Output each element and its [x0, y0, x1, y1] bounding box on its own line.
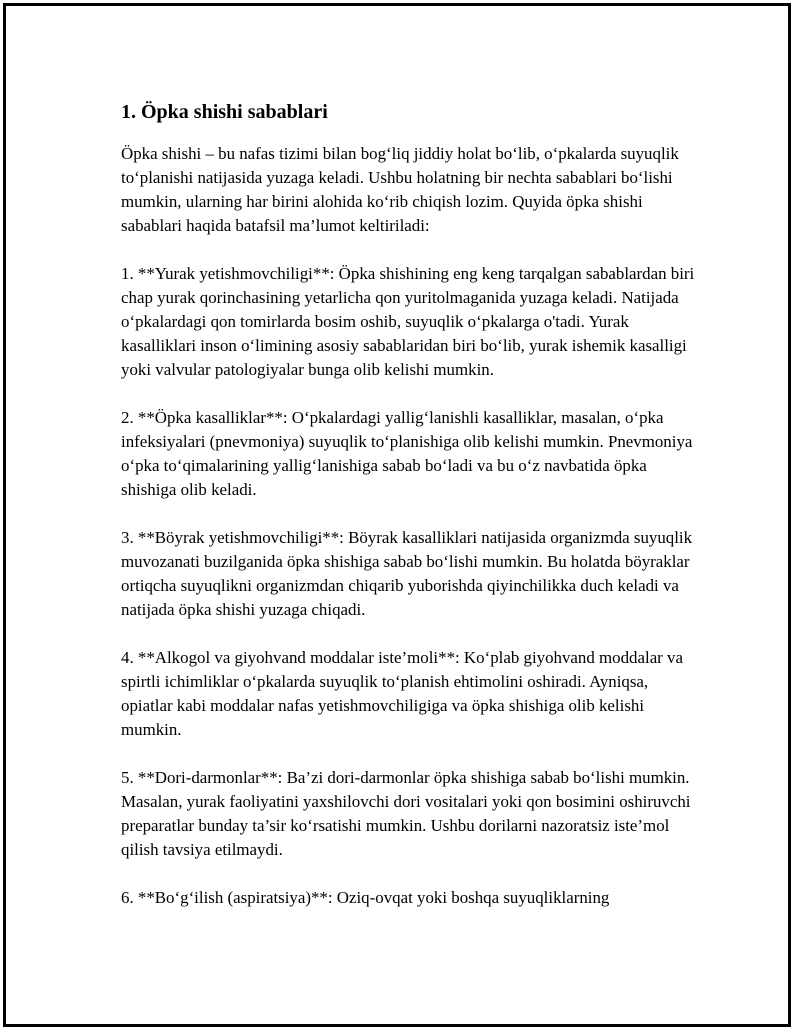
cause-heart-failure-paragraph: 1. **Yurak yetishmovchiligi**: Öpka shishining eng keng tarqalgan sabablardan biri chap yurak qorinchasining yetarlicha qon yuritolmaganida yuzaga keladi. Natijada o‘pkalardagi qon tomirlarda bosim oshib, suyuqlik o‘pkalarga o'tadi. Yurak kasalliklari inson o‘limining asosiy sabablaridan biri bo‘lib, yurak ishemik kasalligi yoki valvular patologiyalar bunga olib kelishi mumkin.	[121, 264, 695, 379]
document-content	[121, 98, 701, 910]
intro-paragraph: Öpka shishi – bu nafas tizimi bilan bog‘liq jiddiy holat bo‘lib, o‘pkalarda suyuqlik to‘planishi natijasida yuzaga keladi. Ushbu holatning bir nechta sabablari bo‘lishi mumkin, ularning har birini alohida ko‘rib chiqish lozim. Quyida öpka shishi sabablari haqida batafsil ma’lumot keltiriladi:	[121, 144, 679, 235]
cause-kidney-failure-paragraph: 3. **Böyrak yetishmovchiligi**: Böyrak kasalliklari natijasida organizmda suyuqlik muvozanati buzilganida öpka shishiga sabab bo‘lishi mumkin. Bu holatda böyraklar ortiqcha suyuqlikni organizmdan chiqarib yuborishda qiyinchilikka duch keladi va natijada öpka shishi yuzaga chiqadi.	[121, 528, 693, 619]
cause-aspiration-paragraph: 6. **Bo‘g‘ilish (aspiratsiya)**: Oziq-ovqat yoki boshqa suyuqliklarning	[121, 888, 610, 907]
cause-alcohol-drugs-paragraph: 4. **Alkogol va giyohvand moddalar iste’moli**: Ko‘plab giyohvand moddalar va spirtli ichimliklar o‘pkalarda suyuqlik to‘planish ehtimolini oshiradi. Ayniqsa, opiatlar kabi moddalar nafas yetishmovchiligiga va öpka shishiga olib kelishi mumkin.	[121, 648, 683, 739]
document-title: 1. Öpka shishi sabablari	[121, 101, 328, 123]
cause-lung-disease-paragraph: 2. **Öpka kasalliklar**: O‘pkalardagi yallig‘lanishli kasalliklar, masalan, o‘pka infeksiyalari (pnevmoniya) suyuqlik to‘planishiga olib kelishi mumkin. Pnevmoniya o‘pka to‘qimalarining yallig‘lanishiga sabab bo‘ladi va bu o‘z navbatida öpka shishiga olib keladi.	[121, 408, 693, 499]
document-page	[3, 3, 791, 1027]
cause-medications-paragraph: 5. **Dori-darmonlar**: Ba’zi dori-darmonlar öpka shishiga sabab bo‘lishi mumkin. Masalan, yurak faoliyatini yaxshilovchi dori vositalari yoki qon bosimini oshiruvchi preparatlar bunday ta’sir ko‘rsatishi mumkin. Ushbu dorilarni nazoratsiz iste’mol qilish tavsiya etilmaydi.	[121, 768, 691, 859]
